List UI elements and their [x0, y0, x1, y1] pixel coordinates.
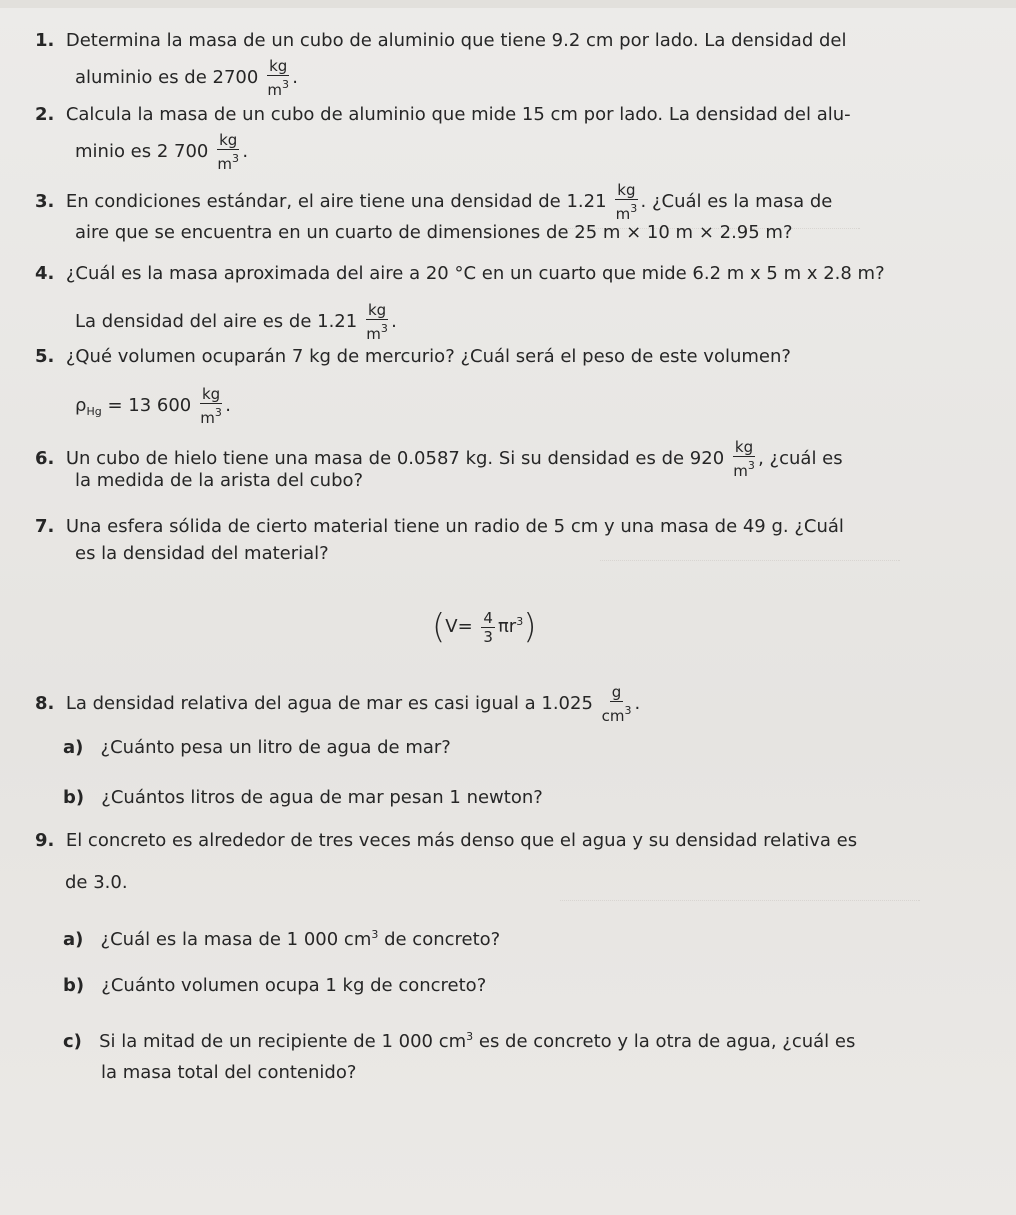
density-unit-fraction: $\frac{kg}{m^3}$ [366, 301, 388, 343]
subitem-label: b) [63, 975, 85, 996]
top-edge [0, 0, 1016, 8]
density-unit-fraction: $\frac{kg}{m^3}$ [217, 131, 240, 173]
subitem-label: c) [63, 1031, 82, 1052]
problem-5-line-1 [35, 346, 791, 368]
problem-number: 3. [35, 191, 55, 212]
bleed-through-decoration [560, 900, 920, 911]
problem-6-line-1: 6. Un cubo de hielo tiene una masa de 0.0587 kg. Si su densidad es de 920 $\frac{kg}{m^3}$ , ¿cuál es [35, 438, 843, 480]
problem-number: 6. [35, 448, 55, 469]
problem-9a: a) ¿Cuál es la masa de 1 000 $cm^3$ de concreto? [63, 928, 501, 950]
problem-text: El concreto es alrededor de tres veces más denso que el agua y su densidad relativa es [65, 830, 858, 851]
problem-number: 9. [35, 830, 55, 851]
problem-9c-line-2 [101, 1062, 356, 1084]
problem-9-line-1 [35, 830, 857, 852]
problem-number: 1. [35, 30, 55, 51]
problem-4-line-1 [35, 263, 885, 285]
subitem-text: la masa total del contenido? [101, 1062, 357, 1083]
problem-number: 8. [35, 693, 55, 714]
problem-8b [63, 787, 543, 809]
subitem-label: a) [63, 737, 84, 758]
problem-9c-line-1: c) Si la mitad de un recipiente de 1 000 $cm^3$ es de concreto y la otra de agua, ¿cuál es [63, 1030, 856, 1052]
problem-7-line-2 [75, 543, 329, 565]
problem-7-line-1 [35, 516, 844, 538]
problem-4-line-2: La densidad del aire es de 1.21 $\frac{kg}{m^3}$ . [75, 301, 397, 343]
problem-3-line-2 [75, 222, 793, 244]
density-unit-fraction: $\frac{kg}{m^3}$ [733, 438, 755, 480]
density-unit-fraction: $\frac{kg}{m^3}$ [200, 385, 222, 427]
problem-text: Calcula la masa de un cubo de aluminio que mide 15 cm por lado. La densidad del alu- [65, 104, 851, 125]
problem-text: En condiciones estándar, el aire tiene una densidad de 1.21 [65, 191, 607, 212]
subitem-text: ¿Cuántos litros de agua de mar pesan 1 newton? [101, 787, 543, 808]
subitem-text: ¿Cuánto pesa un litro de agua de mar? [100, 737, 451, 758]
subitem-label: a) [63, 929, 84, 950]
problem-6-line-2 [75, 470, 363, 492]
problem-number: 7. [35, 516, 55, 537]
subitem-text: ¿Cuánto volumen ocupa 1 kg de concreto? [101, 975, 487, 996]
problem-text: aire que se encuentra en un cuarto de dimensiones de 25 m × 10 m × 2.95 m? [75, 222, 793, 243]
problem-text: ¿Qué volumen ocuparán 7 kg de mercurio? ¿Cuál será el peso de este volumen? [65, 346, 791, 367]
subitem-text: Si la mitad de un recipiente de 1 000 cm [99, 1031, 467, 1052]
problem-number: 4. [35, 263, 55, 284]
bleed-through-decoration [600, 560, 900, 571]
problem-8a [63, 737, 451, 759]
density-unit-fraction: $\frac{kg}{m^3}$ [615, 181, 638, 223]
problem-1-line-2: aluminio es de 2700 $\frac{kg}{m^3}$ . [75, 57, 299, 99]
problem-number: 5. [35, 346, 55, 367]
four-thirds-fraction: $\frac{4}{3}$ [483, 608, 493, 646]
sphere-volume-formula: (V= $\frac{4}{3}$ $\pi r^3$) [432, 607, 537, 647]
problem-text: La densidad del aire es de 1.21 [75, 311, 358, 332]
problem-text: la medida de la arista del cubo? [75, 470, 364, 491]
problem-2-line-1 [35, 104, 851, 126]
rho-symbol: ρ [75, 395, 87, 416]
problem-text: La densidad relativa del agua de mar es casi igual a 1.025 [65, 693, 593, 714]
problem-text: minio es 2 700 [75, 141, 209, 162]
problem-number: 2. [35, 104, 55, 125]
problem-text: aluminio es de 2700 [75, 67, 259, 88]
problem-text: Determina la masa de un cubo de aluminio que tiene 9.2 cm por lado. La densidad del [65, 30, 847, 51]
problem-text: de 3.0. [65, 872, 128, 893]
problem-text: Una esfera sólida de cierto material tiene un radio de 5 cm y una masa de 49 g. ¿Cuál [65, 516, 844, 537]
subitem-text: ¿Cuál es la masa de 1 000 cm [100, 929, 372, 950]
problem-5-line-2: $\rho_{Hg} = 13$ 600 $\frac{kg}{m^3}$ . [75, 385, 231, 427]
problem-9b [63, 975, 486, 997]
problem-text: = 13 600 [107, 395, 192, 416]
problem-text: ¿Cuál es la masa aproximada del aire a 20 °C en un cuarto que mide 6.2 m x 5 m x 2.8 m? [65, 263, 885, 284]
problem-2-line-2: minio es 2 700 $\frac{kg}{m^3}$ . [75, 131, 249, 173]
problem-8-line-1: 8. La densidad relativa del agua de mar es casi igual a 1.025 $\frac{g}{cm^3}$ . [35, 683, 641, 725]
problem-1-line-1 [35, 30, 846, 52]
density-unit-fraction: $\frac{kg}{m^3}$ [267, 57, 289, 99]
subitem-label: b) [63, 787, 85, 808]
density-unit-fraction: $\frac{g}{cm^3}$ [601, 683, 632, 725]
problem-3-line-1: 3. En condiciones estándar, el aire tiene una densidad de 1.21 $\frac{kg}{m^3}$ . ¿Cuál es la masa de [35, 181, 833, 223]
problem-9-line-2 [65, 872, 128, 894]
problem-text: Un cubo de hielo tiene una masa de 0.0587 kg. Si su densidad es de 920 [65, 448, 725, 469]
problem-text: es la densidad del material? [75, 543, 329, 564]
